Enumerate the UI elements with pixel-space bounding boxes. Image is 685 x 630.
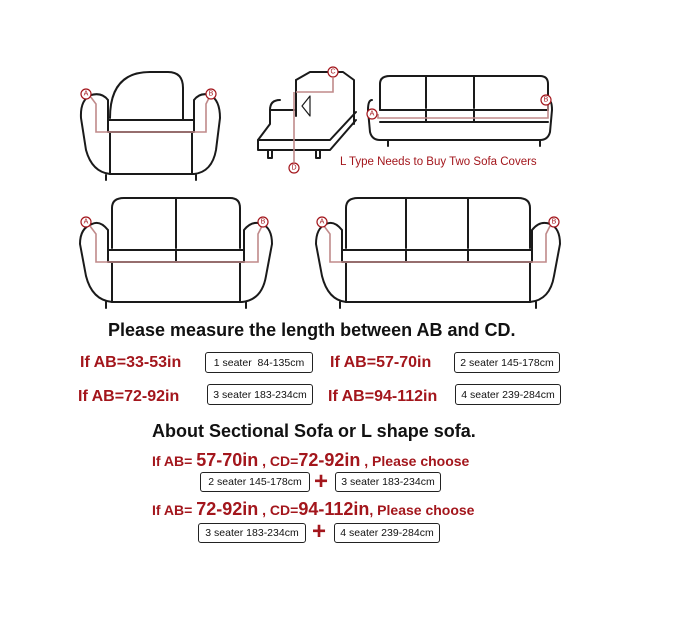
armchair-illustration [81,72,220,180]
sectional-box-right-1 [335,472,441,492]
loveseat-illustration [80,198,272,308]
sectional-suffix: , Please choose [369,502,475,518]
sectional-box-right-2 [334,523,440,543]
sectional-box-left-1 [200,472,310,492]
size-box-seater: 4 seater [340,527,379,539]
size-box-range: 145-178cm [501,356,554,369]
sectional-sep: , CD= [262,502,299,518]
l-type-note: L Type Needs to Buy Two Sofa Covers [340,156,537,168]
label-a: A [319,218,325,226]
plus-icon: + [314,468,329,495]
label-b: B [551,218,557,226]
sectional-rule-2 [152,499,474,520]
size-box-range: 84-135cm [257,356,305,369]
rule-condition-1: If AB=33-53in [80,354,182,371]
size-box-range: 183-234cm [254,388,307,401]
sectional-prefix: If AB= [152,453,193,469]
size-box-range: 239-284cm [502,388,555,401]
sectional-sep: , CD= [262,453,299,469]
sectional-rule-1 [152,450,469,471]
sectional-box-left-2 [198,523,306,543]
rule-condition-3: If AB=72-92in [78,388,180,405]
sectional-cd: 94-112in [298,499,370,519]
size-box-4 [455,384,561,405]
sectional-heading: About Sectional Sofa or L shape sofa. [152,421,476,441]
size-box-seater: 2 seater [460,356,499,369]
size-box-range: 145-178cm [249,476,302,488]
l-sofa-measure-line-c [296,78,333,92]
l-sofa-illustration [258,72,356,158]
label-a: A [83,218,89,226]
three-seater-top-illustration [368,76,552,146]
size-box-seater: 3 seater [341,476,380,488]
label-a: A [83,90,89,98]
size-box-range: 239-284cm [381,527,434,539]
label-d: D [291,164,297,172]
size-box-2 [454,352,560,373]
measure-heading: Please measure the length between AB and CD. [108,320,516,340]
rule-condition-2: If AB=57-70in [330,354,432,371]
sectional-ab: 72-92in [196,499,259,519]
size-box-1 [205,352,313,373]
size-box-range: 183-234cm [246,527,299,539]
sectional-cd: 72-92in [298,450,361,470]
size-box-seater: 3 seater [213,388,252,401]
label-c: C [330,68,336,76]
size-box-seater: 2 seater [208,476,247,488]
size-box-seater: 3 seater [205,527,244,539]
sectional-prefix: If AB= [152,502,193,518]
label-a: A [369,110,375,118]
plus-icon: + [312,518,327,545]
size-box-range: 183-234cm [382,476,435,488]
sectional-ab: 57-70in [196,450,259,470]
size-box-seater: 4 seater [461,388,500,401]
label-b: B [260,218,266,226]
label-b: B [208,90,214,98]
rule-condition-4: If AB=94-112in [328,388,438,405]
three-seater-measure-line [324,226,550,262]
three-seater-illustration [316,198,560,308]
size-box-3 [207,384,313,405]
size-box-seater: 1 seater [213,356,252,369]
label-b: B [543,96,549,104]
sectional-suffix: , Please choose [364,453,470,469]
